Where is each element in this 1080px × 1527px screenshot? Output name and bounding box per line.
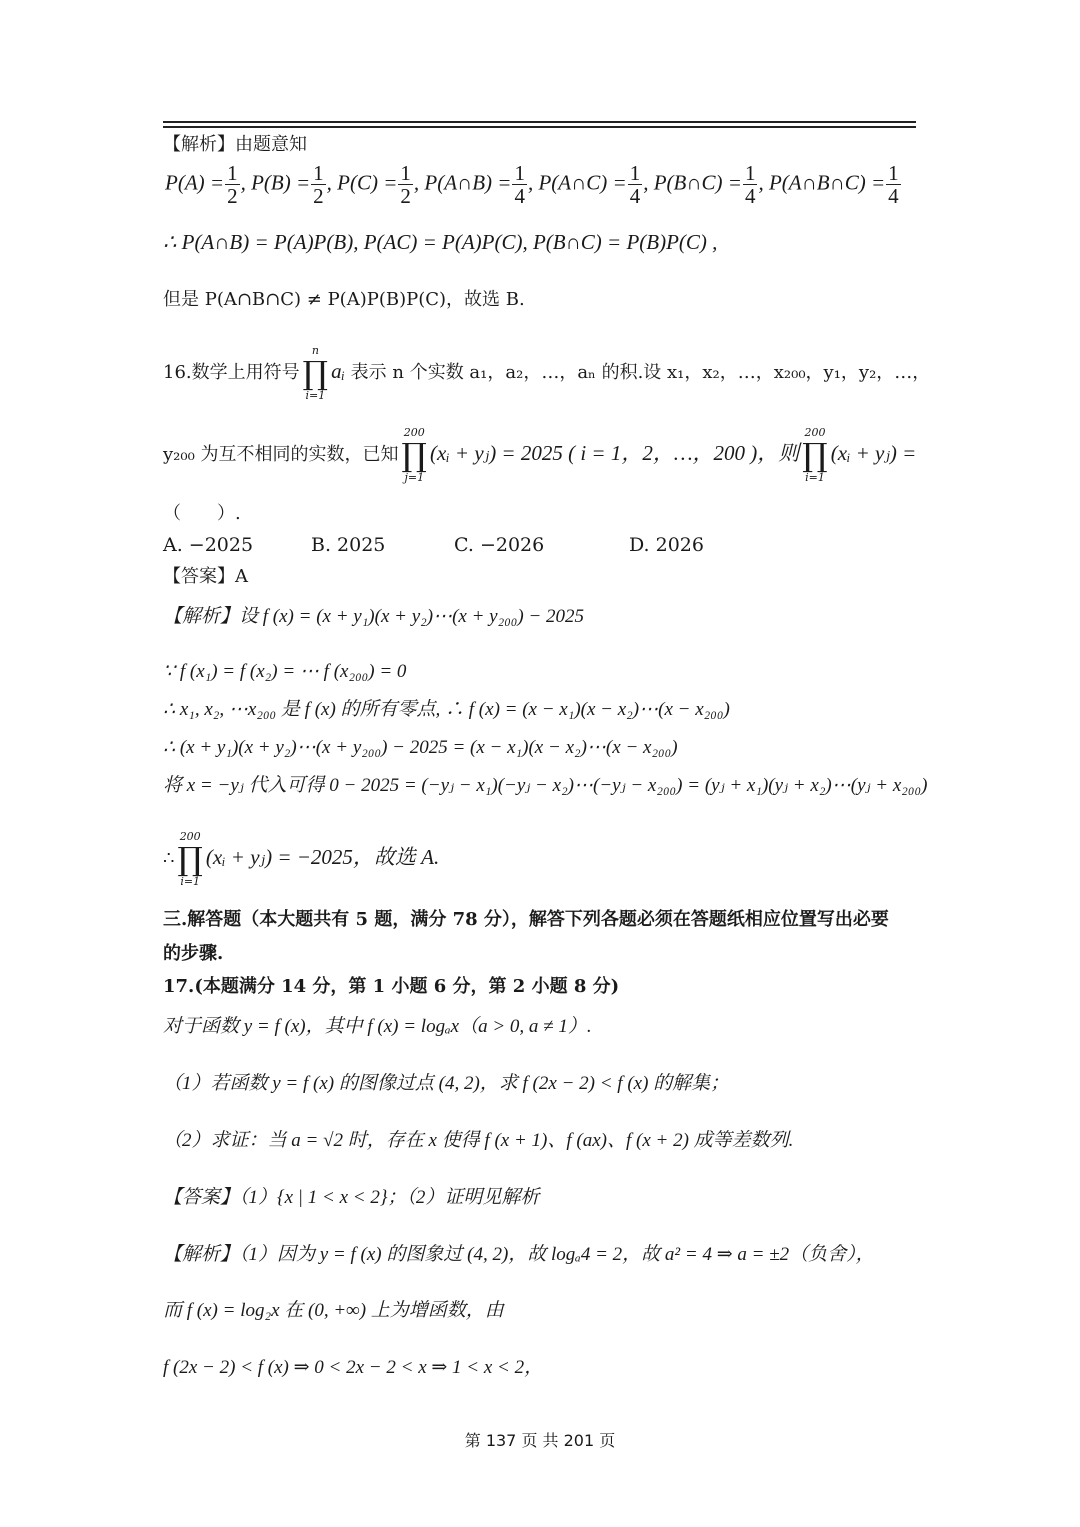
question-17-part1: （1）若函数 y = f (x) 的图像过点 (4, 2)，求 f (2x − 2) < f (x) 的解集； (163, 1073, 730, 1094)
analysis-label-15: 【解析】由题意知 (163, 134, 307, 155)
option-b: B. 2025 (311, 534, 386, 556)
question-17-stem: 对于函数 y = f (x)，其中 f (x) = logₐx（a > 0, a ≠ 1）. (163, 1016, 592, 1037)
section-3-heading-cont: 的步骤. (163, 943, 224, 964)
conclusion-15: 但是 P(A∩B∩C) ≠ P(A)P(B)P(C)，故选 B. (163, 289, 525, 310)
answer-16: 【答案】A (163, 566, 248, 587)
independence-equation: ∴ P(A∩B) = P(A)P(B), P(AC) = P(A)P(C), P(B∩C) = P(B)P(C) , (163, 230, 718, 254)
question-16-blank: （ ）. (163, 503, 241, 524)
analysis-16-define: 【解析】设 f (x) = (x + y₁)(x + y₂)⋯(x + y₂₀₀) − 2025 (163, 606, 585, 627)
analysis-17-1: 【解析】（1）因为 y = f (x) 的图象过 (4, 2)，故 logₐ4 = 2，故 a² = 4 ⇒ a = ±2（负舍）， (163, 1244, 875, 1265)
answer-17: 【答案】（1）{x | 1 < x < 2}；（2）证明见解析 (163, 1187, 540, 1208)
analysis-16-substitute: 将 x = −yⱼ 代入可得 0 − 2025 = (−yⱼ − x₁)(−yⱼ − x₂)⋯(−yⱼ − x₂₀₀) = (yⱼ + x₁)(yⱼ + x₂)⋯(yⱼ + x₂₀₀) (163, 775, 928, 796)
analysis-16-zeros: ∵ f (x₁) = f (x₂) = ⋯ f (x₂₀₀) = 0 (163, 661, 407, 682)
probability-values: P(A) = $\frac{1}{2}$ , P(B) = $\frac{1}{2}$ , P(C) = $\frac{1}{2}$ , P(A∩B) = $\frac{1}{4}$ , P(A∩C) = $\frac{1}{4}$ , P(B∩C) = $\frac{1}{4}$ , P(A∩B∩C) = $\frac{1}{4}$ (165, 161, 899, 208)
header-rule-top (163, 121, 916, 123)
question-16-condition: y₂₀₀ 为互不相同的实数，已知 200 ∏ j=1 (xᵢ + yⱼ) = 2025 ( i = 1，2，…，200 )，则 200 ∏ i=1 (xᵢ + yⱼ) = (163, 426, 917, 484)
question-17-title: 17.(本题满分 14 分，第 1 小题 6 分，第 2 小题 8 分) (163, 976, 620, 997)
option-c: C. −2026 (454, 534, 545, 556)
analysis-16-result: ∴ 200 ∏ i=1 (xᵢ + yⱼ) = −2025，故选 A. (163, 830, 440, 888)
option-d: D. 2026 (629, 534, 704, 556)
analysis-16-roots: ∴ x₁, x₂, ⋯x₂₀₀ 是 f (x) 的所有零点, ∴ f (x) = (x − x₁)(x − x₂)⋯(x − x₂₀₀) (163, 699, 730, 720)
question-16-stem: 16.数学上用符号 n ∏ i=1 aᵢ 表示 n 个实数 a₁，a₂，…，aₙ 的积.设 x₁，x₂，…，x₂₀₀，y₁，y₂，…， (163, 344, 931, 402)
header-rule-bottom (163, 126, 916, 128)
analysis-16-identity: ∴ (x + y₁)(x + y₂)⋯(x + y₂₀₀) − 2025 = (x − x₁)(x − x₂)⋯(x − x₂₀₀) (163, 737, 678, 758)
option-a: A. −2025 (163, 534, 254, 556)
analysis-17-2: 而 f (x) = log₂x 在 (0, +∞) 上为增函数，由 (163, 1300, 504, 1321)
analysis-17-3: f (2x − 2) < f (x) ⇒ 0 < 2x − 2 < x ⇒ 1 < x < 2， (163, 1357, 544, 1378)
question-17-part2: （2）求证：当 a = √2 时，存在 x 使得 f (x + 1)、f (ax)、f (x + 2) 成等差数列. (163, 1130, 794, 1151)
page-footer: 第 137 页 共 201 页 (464, 1431, 616, 1450)
section-3-heading: 三.解答题（本大题共有 5 题，满分 78 分），解答下列各题必须在答题纸相应位置写出必要 (163, 909, 889, 930)
